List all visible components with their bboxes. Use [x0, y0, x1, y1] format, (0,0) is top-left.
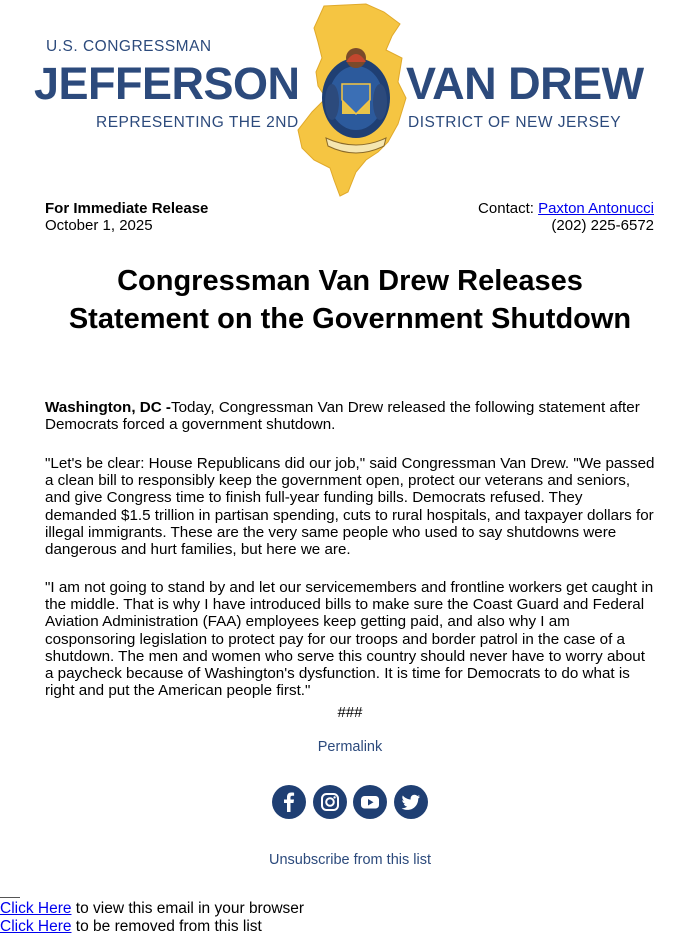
- first-name: JEFFERSON: [34, 58, 300, 109]
- instagram-button[interactable]: [313, 785, 347, 819]
- paragraph-1-text: Today, Congressman Van Drew released the following statement after Democrats forced a government shutdown.: [45, 399, 640, 434]
- subtitle-right: DISTRICT OF NEW JERSEY: [408, 114, 622, 131]
- youtube-button[interactable]: [353, 785, 387, 819]
- view-in-browser-link[interactable]: Click Here: [0, 900, 72, 917]
- title-small: U.S. CONGRESSMAN: [46, 38, 212, 55]
- youtube-icon: [353, 785, 387, 819]
- paragraph-1: [45, 399, 657, 433]
- facebook-button[interactable]: [272, 785, 306, 819]
- contact-name-link[interactable]: Paxton Antonucci: [538, 200, 654, 217]
- release-contact: [478, 200, 654, 234]
- footer-remove: [0, 918, 262, 936]
- contact-label: Contact:: [478, 200, 539, 217]
- headline: Congressman Van Drew Releases Statement on the Government Shutdown: [68, 265, 632, 335]
- twitter-button[interactable]: [394, 785, 428, 819]
- footer-view-browser: [0, 900, 304, 918]
- view-in-browser-text: to view this email in your browser: [71, 900, 305, 917]
- remove-from-list-link[interactable]: Click Here: [0, 918, 72, 935]
- subtitle-left: REPRESENTING THE 2ND: [96, 114, 299, 131]
- facebook-icon: [272, 785, 306, 819]
- instagram-icon: [313, 785, 347, 819]
- twitter-icon: [394, 785, 428, 819]
- release-date: October 1, 2025: [45, 217, 153, 234]
- paragraph-3: "I am not going to stand by and let our servicemembers and frontline workers get caught in the middle. That is why I have introduced bills to make sure the Coast Guard and Federal Aviation Administration (FAA) employees keep getting paid, and also why I am cosponsoring legislation to protect pay for our troops and border patrol in the case of a shutdown. The men and women who serve this country should never have to worry about a paycheck because of Washington's dysfunction. It is time for Democrats to do what is right and put the American people first.": [45, 579, 654, 700]
- unsubscribe-link[interactable]: Unsubscribe from this list: [269, 852, 431, 868]
- contact-phone: (202) 225-6572: [551, 217, 654, 234]
- release-left: [45, 200, 208, 234]
- dateline: Washington, DC -: [45, 399, 171, 416]
- letterhead: [0, 0, 700, 200]
- end-mark: ###: [337, 704, 363, 721]
- permalink-link[interactable]: Permalink: [317, 739, 383, 755]
- new-jersey-seal-icon: [296, 2, 408, 198]
- footer-divider: [0, 897, 20, 898]
- remove-from-list-text: to be removed from this list: [71, 918, 262, 935]
- paragraph-2: "Let's be clear: House Republicans did our job," said Congressman Van Drew. "We passed a clean bill to responsibly keep the government open, protect our veterans and seniors, and give Congress time to finish full-year funding bills. Democrats refused. They demanded $1.5 trillion in partisan spending, cuts to rural hospitals, and taxpayer dollars for illegal immigrants. These are the very same people who used to say shutdowns were dangerous and hurt families, but here we are.: [45, 455, 655, 559]
- last-name: VAN DREW: [406, 58, 644, 109]
- immediate-release-label: For Immediate Release: [45, 200, 209, 217]
